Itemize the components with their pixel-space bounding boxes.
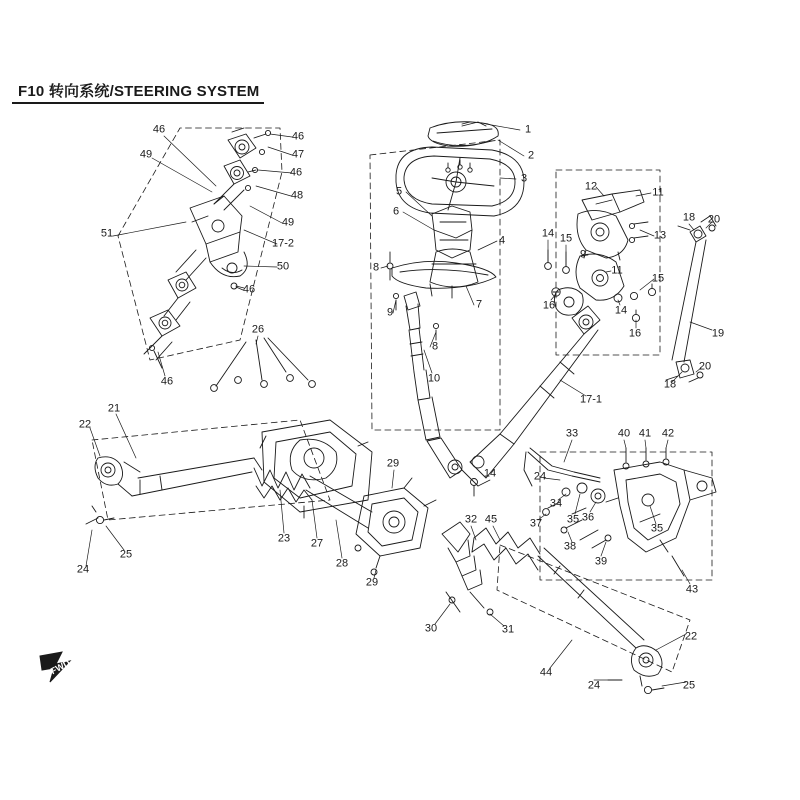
callout-11-lower: 11 (611, 264, 623, 277)
callout-41: 41 (638, 427, 652, 440)
callout-12: 12 (584, 180, 598, 193)
callout-20-b: 20 (698, 360, 712, 373)
callout-22-right: 22 (684, 630, 698, 643)
callout-48: 48 (290, 189, 304, 202)
callout-46-a: 46 (152, 123, 166, 136)
callout-34: 34 (549, 497, 563, 510)
callout-4: 4 (498, 234, 506, 247)
callout-6: 6 (392, 205, 400, 218)
callout-1: 1 (524, 123, 532, 136)
callout-9-right: 9 (579, 248, 587, 261)
callout-20-a: 20 (707, 213, 721, 226)
callout-5: 5 (395, 185, 403, 198)
callout-3: 3 (520, 172, 528, 185)
callout-7: 7 (475, 298, 483, 311)
callout-42: 42 (661, 427, 675, 440)
callout-36: 36 (581, 511, 595, 524)
callout-25-a: 25 (119, 548, 133, 561)
callout-25-b: 25 (682, 679, 696, 692)
callout-18-b: 18 (663, 378, 677, 391)
page-title: F10 转向系统/STEERING SYSTEM (18, 83, 260, 100)
callout-14-a: 14 (541, 227, 555, 240)
callout-15-b: 15 (651, 272, 665, 285)
callout-22-left: 22 (78, 418, 92, 431)
callout-19: 19 (711, 327, 725, 340)
callout-8-lower: 8 (431, 340, 439, 353)
callout-30: 30 (424, 622, 438, 635)
callout-13: 13 (653, 229, 667, 242)
callout-21: 21 (107, 402, 121, 415)
callout-23: 23 (277, 532, 291, 545)
callout-38: 38 (563, 540, 577, 553)
callout-28: 28 (335, 557, 349, 570)
callout-27: 27 (310, 537, 324, 550)
callout-9-left: 9 (386, 306, 394, 319)
callout-24-a: 24 (76, 563, 90, 576)
callout-35-b: 35 (650, 522, 664, 535)
callout-16-b: 16 (628, 327, 642, 340)
callout-43: 43 (685, 583, 699, 596)
callout-17-2: 17-2 (271, 237, 295, 250)
callout-46-e: 46 (160, 375, 174, 388)
callout-11-upper: 11 (652, 186, 664, 199)
callout-26: 26 (251, 323, 265, 336)
callout-8-upper: 8 (372, 261, 380, 274)
callout-18-a: 18 (682, 211, 696, 224)
callout-35-a: 35 (566, 513, 580, 526)
callout-39: 39 (594, 555, 608, 568)
callout-2: 2 (527, 149, 535, 162)
callout-51: 51 (100, 227, 114, 240)
callout-50: 50 (276, 260, 290, 273)
forward-direction-label: FWD (48, 657, 72, 677)
callout-46-b: 46 (291, 130, 305, 143)
callout-47: 47 (291, 148, 305, 161)
callout-37: 37 (529, 517, 543, 530)
callout-49-b: 49 (281, 216, 295, 229)
callout-29-a: 29 (386, 457, 400, 470)
callout-16-a: 16 (542, 299, 556, 312)
callout-46-c: 46 (289, 166, 303, 179)
callout-32: 32 (464, 513, 478, 526)
callout-31: 31 (501, 623, 515, 636)
callout-14-c: 14 (483, 467, 497, 480)
callout-14-b: 14 (614, 304, 628, 317)
callout-24-c: 24 (587, 679, 601, 692)
callout-33: 33 (565, 427, 579, 440)
callout-17-1: 17-1 (579, 393, 603, 406)
callout-44: 44 (539, 666, 553, 679)
callout-10: 10 (427, 372, 441, 385)
forward-direction-marker (36, 648, 88, 686)
callout-29-b: 29 (365, 576, 379, 589)
callout-45: 45 (484, 513, 498, 526)
callout-49-a: 49 (139, 148, 153, 161)
callout-46-d: 46 (242, 283, 256, 296)
callout-40: 40 (617, 427, 631, 440)
callout-24-b: 24 (533, 470, 547, 483)
callout-15-a: 15 (559, 232, 573, 245)
